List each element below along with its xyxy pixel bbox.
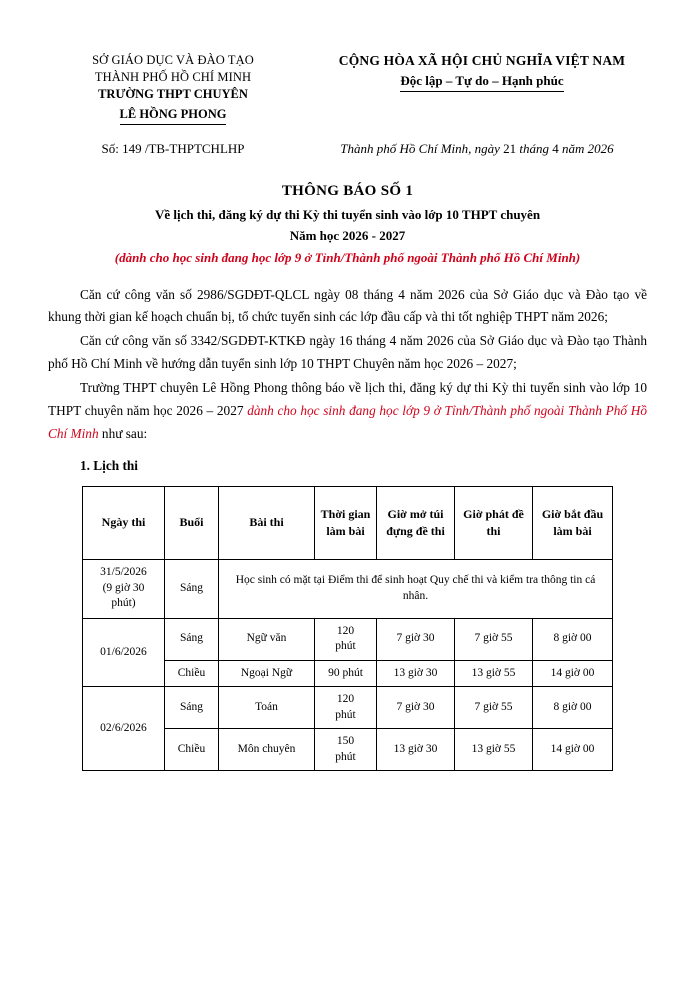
cell-open-1-0: 7 giờ 30 — [377, 618, 455, 660]
cell-subject-1-0: Ngữ văn — [219, 618, 315, 660]
cell-open-2-0: 7 giờ 30 — [377, 687, 455, 729]
cell-subject-1-1: Ngoại Ngữ — [219, 660, 315, 687]
issuing-authority-block — [48, 52, 298, 125]
title-block — [48, 183, 647, 266]
cell-handout-1-0: 7 giờ 55 — [455, 618, 533, 660]
date-line-1: 31/5/2026 — [100, 566, 147, 579]
cell-duration-2-0 — [315, 687, 377, 729]
cell-start-1-0: 8 giờ 00 — [533, 618, 613, 660]
national-motto: Độc lập – Tự do – Hạnh phúc — [400, 72, 563, 92]
exam-schedule-table — [82, 486, 613, 772]
duration-unit: phút — [335, 640, 356, 653]
department-line-1: SỞ GIÁO DỤC VÀ ĐÀO TẠO — [92, 53, 254, 67]
paragraph-3-part-1: Trường THPT chuyên Lê Hồng Phong thông báo về lịch thi, đăng ký dự thi Kỳ thi tuyển sinh vào lớp 10 THPT chuyên năm học 2026 – 2027 — [48, 379, 647, 418]
cell-handout-1-1: 13 giờ 55 — [455, 660, 533, 687]
table-row — [83, 618, 613, 660]
col-header-session: Buổi — [165, 486, 219, 559]
col-header-start: Giờ bắt đầu làm bài — [533, 486, 613, 559]
cell-note-0: Học sinh có mặt tại Điểm thi để sinh hoạt Quy chế thi và kiểm tra thông tin cá nhân. — [219, 559, 613, 618]
duration-number: 120 — [336, 624, 355, 637]
date-month-label: tháng — [519, 140, 550, 156]
title-school-year: Năm học 2026 - 2027 — [289, 227, 406, 243]
cell-session-1-1: Chiều — [165, 660, 219, 687]
table-row — [83, 559, 613, 618]
body-text — [48, 284, 647, 446]
cell-start-2-0: 8 giờ 00 — [533, 687, 613, 729]
place-and-date — [307, 141, 647, 157]
page-title: THÔNG BÁO SỐ 1 — [281, 182, 414, 199]
cell-date-2: 02/6/2026 — [83, 687, 165, 771]
cell-session-2-1: Chiều — [165, 729, 219, 771]
paragraph-3-part-2: như sau: — [98, 425, 148, 441]
section-heading-schedule: 1. Lịch thi — [80, 457, 138, 473]
cell-date-1: 01/6/2026 — [83, 618, 165, 687]
cell-subject-2-1: Môn chuyên — [219, 729, 315, 771]
duration-number: 120 — [336, 693, 355, 706]
document-header — [48, 52, 647, 125]
paragraph-3 — [48, 377, 647, 446]
school-line-2: LÊ HỒNG PHONG — [120, 106, 227, 125]
national-heading-block — [317, 52, 647, 92]
cell-open-2-1: 13 giờ 30 — [377, 729, 455, 771]
place-date-prefix: Thành phố Hồ Chí Minh, ngày — [340, 140, 500, 156]
table-row — [83, 687, 613, 729]
cell-duration-1-0 — [315, 618, 377, 660]
title-subject: Về lịch thi, đăng ký dự thi Kỳ thi tuyển sinh vào lớp 10 THPT chuyên — [154, 206, 541, 222]
duration-unit: phút — [335, 708, 356, 721]
col-header-hand-out: Giờ phát đề thi — [455, 486, 533, 559]
cell-start-2-1: 14 giờ 00 — [533, 729, 613, 771]
col-header-duration: Thời gian làm bài — [315, 486, 377, 559]
paragraph-2: Căn cứ công văn số 3342/SGDĐT-KTKĐ ngày 16 tháng 4 năm 2026 của Sở Giáo dục và Đào tạo Thành phố Hồ Chí Minh về hướng dẫn tuyển sinh lớp 10 THPT Chuyên năm học 2026 – 2027; — [48, 333, 647, 372]
date-line-2: (9 giờ 30 — [102, 581, 145, 594]
cell-handout-2-0: 7 giờ 55 — [455, 687, 533, 729]
col-header-subject: Bài thi — [219, 486, 315, 559]
title-audience-note: (dành cho học sinh đang học lớp 9 ở Tỉnh/Thành phố ngoài Thành phố Hồ Chí Minh) — [114, 249, 581, 265]
date-day: 21 — [503, 140, 517, 156]
col-header-open-envelope: Giờ mở túi đựng đề thi — [377, 486, 455, 559]
cell-subject-2-0: Toán — [219, 687, 315, 729]
table-header-row — [83, 486, 613, 559]
cell-session-1-0: Sáng — [165, 618, 219, 660]
school-line-1: TRƯỜNG THPT CHUYÊN — [98, 86, 248, 101]
date-month: 4 — [552, 140, 559, 156]
document-number: Số: 149 /TB-THPTCHLHP — [101, 140, 245, 156]
cell-handout-2-1: 13 giờ 55 — [455, 729, 533, 771]
paragraph-1: Căn cứ công văn số 2986/SGDĐT-QLCL ngày 08 tháng 4 năm 2026 của Sở Giáo dục và Đào tạo về khung thời gian kế hoạch chuẩn bị, tổ chức tuyển sinh các lớp đầu cấp và thi tốt nghiệp THPT năm 2026; — [48, 286, 647, 325]
cell-session-2-0: Sáng — [165, 687, 219, 729]
cell-duration-1-1: 90 phút — [315, 660, 377, 687]
subheader-row — [48, 141, 647, 157]
date-line-3: phút) — [111, 597, 136, 610]
duration-unit: phút — [335, 750, 356, 763]
cell-date-0 — [83, 559, 165, 618]
country-name: CỘNG HÒA XÃ HỘI CHỦ NGHĨA VIỆT NAM — [338, 53, 626, 68]
duration-number: 150 — [336, 735, 355, 748]
cell-start-1-1: 14 giờ 00 — [533, 660, 613, 687]
paragraph-3-highlight: dành cho học sinh đang học lớp 9 ở Tỉnh/Thành phố ngoài Thành Phố Hồ Chí Minh — [48, 402, 647, 441]
department-line-2: THÀNH PHỐ HỒ CHÍ MINH — [94, 69, 252, 84]
date-year: năm 2026 — [562, 140, 614, 156]
cell-session-0: Sáng — [165, 559, 219, 618]
col-header-date: Ngày thi — [83, 486, 165, 559]
cell-open-1-1: 13 giờ 30 — [377, 660, 455, 687]
cell-duration-2-1 — [315, 729, 377, 771]
